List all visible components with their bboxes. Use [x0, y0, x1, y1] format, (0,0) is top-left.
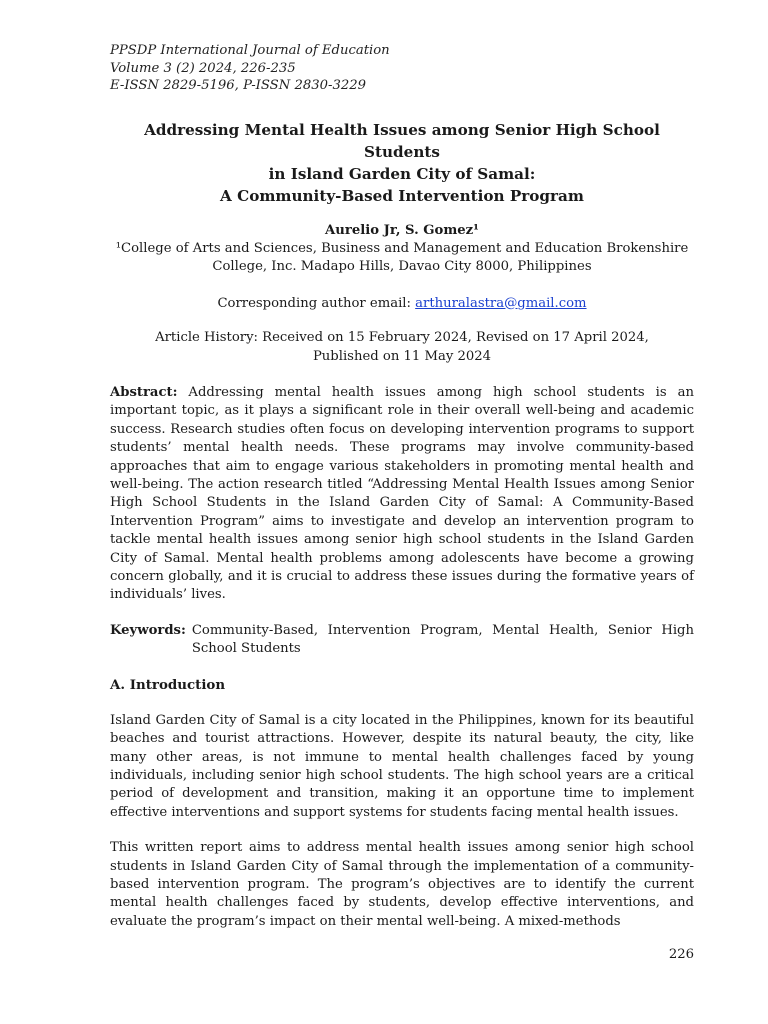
history-line-1: Article History: Received on 15 February 2024, Revised on 17 April 2024,: [155, 330, 649, 345]
keywords-text: Community-Based, Intervention Program, Mental Health, Senior High School Students: [191, 622, 694, 657]
introduction-paragraph-2: This written report aims to address mental health issues among senior high school students in Island Garden City of Samal through the implementation of a community-based intervention program. The program’s objectives are to identify the current mental health challenges faced by students, develop effective interventions, and evaluate the program’s impact on their mental well-being. A mixed-methods: [110, 840, 694, 929]
title-line-2: in Island Garden City of Samal:: [268, 164, 536, 183]
paper-page: [110, 42, 694, 931]
abstract-text: Addressing mental health issues among high school students is an important topic, as it plays a significant role in their overall well-being and academic success. Research studies often focus on developing intervention programs to support students’ mental health needs. These programs may involve community-based approaches that aim to engage various stakeholders in promoting mental health and well-being. The action research titled “Addressing Mental Health Issues among Senior High School Students in the Island Garden City of Samal: A Community-Based Intervention Program” aims to investigate and develop an intervention program to tackle mental health issues among senior high school students in the Island Garden City of Samal. Mental health problems among adolescents have become a growing concern globally, and it is crucial to address these issues during the formative years of individuals’ lives.: [110, 385, 694, 603]
keywords-label: Keywords:: [110, 622, 186, 638]
journal-volume: Volume 3 (2) 2024, 226-235: [110, 60, 296, 76]
page-number: 226: [668, 947, 694, 962]
introduction-heading: A. Introduction: [110, 676, 226, 693]
introduction-paragraph-1: Island Garden City of Samal is a city located in the Philippines, known for its beautiful beaches and tourist attractions. However, despite its natural beauty, the city, like many other areas, is not immune to mental health challenges faced by young individuals, including senior high school students. The high school years are a critical period of development and transition, making it an opportune time to implement effective interventions and support systems for students facing mental health issues.: [110, 712, 694, 820]
author-affiliation: ¹College of Arts and Sciences, Business and Management and Education Brokenshire College, Inc. Madapo Hills, Davao City 8000, Philippines: [115, 240, 689, 274]
history-line-2: Published on 11 May 2024: [312, 348, 492, 364]
abstract: [110, 384, 694, 605]
author-name: Aurelio Jr, S. Gomez¹: [325, 222, 479, 238]
abstract-label: Abstract:: [110, 385, 178, 400]
corresponding-author: [110, 295, 694, 314]
paper-title: [110, 119, 694, 207]
journal-issn: E-ISSN 2829-5196, P-ISSN 2830-3229: [110, 78, 367, 93]
corresponding-label: Corresponding author email:: [217, 295, 416, 311]
article-history: [110, 329, 694, 366]
keywords: [110, 622, 694, 659]
journal-name: PPSDP International Journal of Education: [110, 43, 390, 58]
corresponding-email-link[interactable]: arthuralastra@gmail.com: [415, 295, 587, 311]
journal-header: [110, 42, 694, 95]
title-line-3: A Community-Based Intervention Program: [220, 186, 584, 205]
title-line-1: Addressing Mental Health Issues among Senior High School Students: [144, 120, 660, 161]
